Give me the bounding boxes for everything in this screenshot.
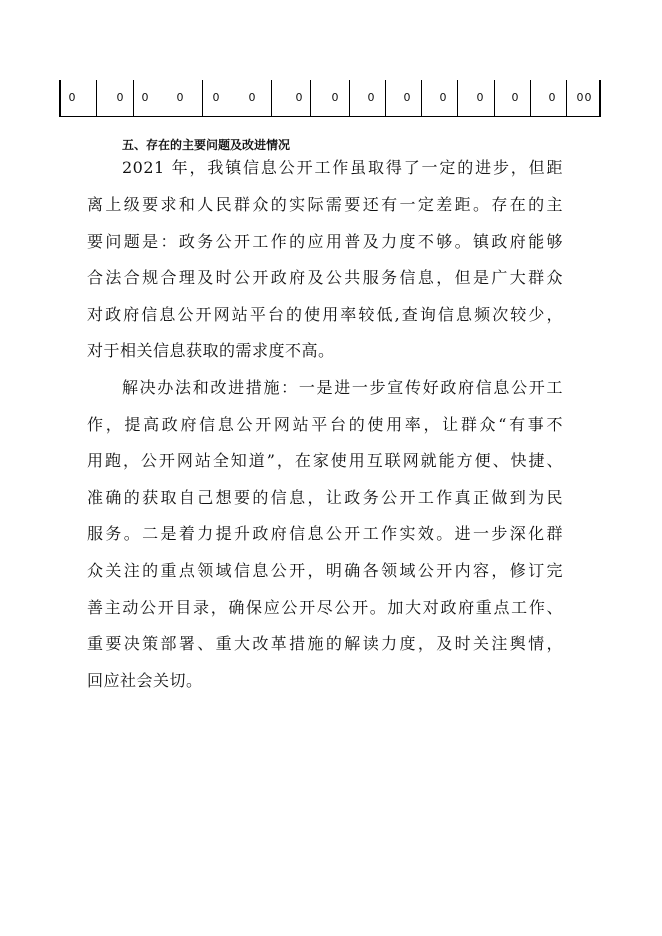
- table-cell-border: [271, 80, 272, 116]
- paragraph-line: 善主动公开目录，确保应公开尽公开。加大对政府重点工作、: [87, 598, 563, 617]
- paragraph-line: 服务。二是着力提升政府信息公开工作实效。进一步深化群: [87, 524, 563, 543]
- table-cell-value: 0: [403, 91, 411, 104]
- paragraph-line: 合法合规合理及时公开政府及公共服务信息，但是广大群众: [87, 268, 563, 287]
- paragraph-line: 众关注的重点领域信息公开，明确各领域公开内容，修订完: [87, 561, 563, 580]
- table-cell-border: [530, 80, 531, 116]
- paragraph-line: 作，提高政府信息公开网站平台的使用率，让群众“有事不: [87, 415, 563, 434]
- table-cell-border: [349, 80, 350, 116]
- statistics-table-row: [59, 80, 601, 117]
- table-cell-value: 0: [367, 91, 375, 104]
- table-cell-value: 0: [68, 91, 76, 104]
- paragraph-line: 用跑，公开网站全知道”，在家使用互联网就能方便、快捷、: [87, 451, 563, 470]
- paragraph-line: 要问题是：政务公开工作的应用普及力度不够。镇政府能够: [87, 232, 563, 251]
- table-cell-value: 0: [212, 91, 220, 104]
- paragraph-line: 对政府信息公开网站平台的使用率较低,查询信息频次较少，: [87, 305, 563, 324]
- table-cell-value: 0: [176, 91, 184, 104]
- table-cell-border: [494, 80, 495, 116]
- table-cell-value: 0: [476, 91, 484, 104]
- table-cell-value: 0: [584, 91, 592, 104]
- table-cell-border: [566, 80, 567, 116]
- table-cell-border: [96, 80, 97, 116]
- table-cell-value: 0: [511, 91, 519, 104]
- paragraph-line: 2021 年，我镇信息公开工作虽取得了一定的进步，但距: [122, 158, 563, 177]
- paragraph-line: 对于相关信息获取的需求度不高。: [87, 341, 335, 360]
- table-cell-border: [385, 80, 386, 116]
- section-heading: 五、存在的主要问题及改进情况: [122, 138, 291, 152]
- paragraph-line: 重要决策部署、重大改革措施的解读力度，及时关注舆情，: [87, 634, 563, 653]
- table-cell-border: [133, 80, 134, 116]
- table-cell-border: [457, 80, 458, 116]
- table-cell-value: 0: [576, 91, 584, 104]
- table-cell-value: 0: [548, 91, 556, 104]
- paragraph-line: 回应社会关切。: [87, 671, 203, 690]
- table-cell-border: [59, 80, 61, 116]
- table-cell-border: [421, 80, 422, 116]
- table-cell-value: 0: [141, 91, 149, 104]
- table-cell-value: 0: [439, 91, 447, 104]
- paragraph-line: 解决办法和改进措施：一是进一步宣传好政府信息公开工: [122, 378, 563, 397]
- table-cell-border: [202, 80, 203, 116]
- table-cell-border: [599, 80, 601, 116]
- paragraph-line: 离上级要求和人民群众的实际需要还有一定差距。存在的主: [87, 195, 563, 214]
- table-cell-value: 0: [295, 91, 303, 104]
- table-cell-value: 0: [331, 91, 339, 104]
- table-cell-value: 0: [116, 91, 124, 104]
- table-cell-value: 0: [248, 91, 256, 104]
- table-cell-border: [310, 80, 311, 116]
- paragraph-line: 准确的获取自己想要的信息，让政务公开工作真正做到为民: [87, 488, 563, 507]
